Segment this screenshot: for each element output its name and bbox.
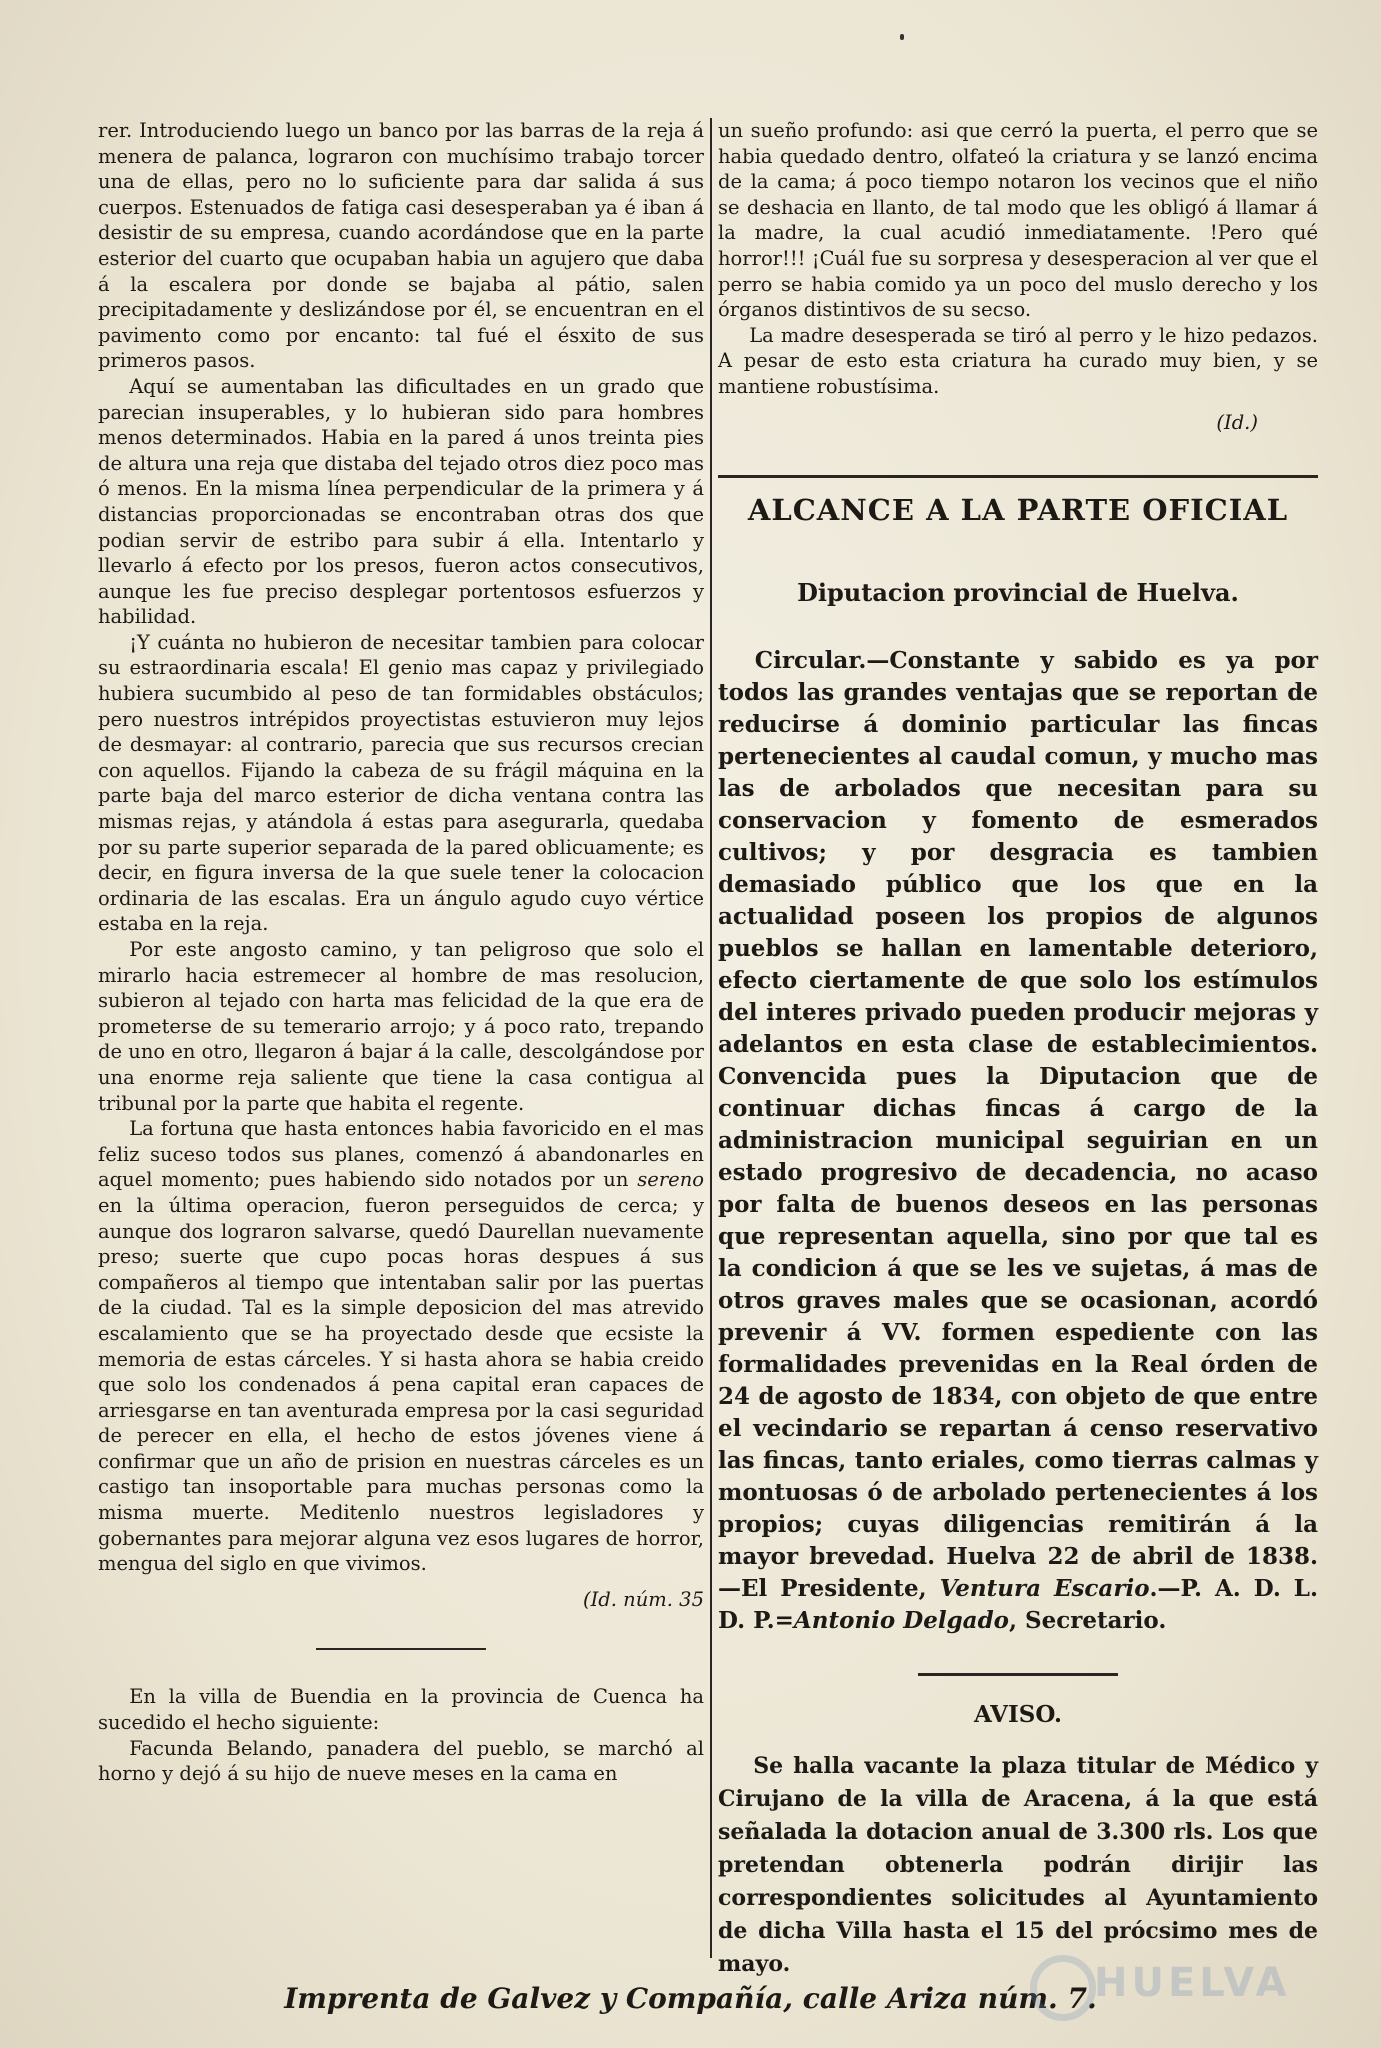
watermark-text: HUELVA (1094, 1960, 1291, 2006)
column-divider (710, 118, 712, 1958)
left-paragraph-7: Facunda Belando, panadera del pueblo, se marchó al horno y dejó á su hijo de nueve meses en la cama en (98, 1736, 704, 1786)
printer-footer: Imprenta de Galvez y Compañía, calle Ariza núm. 7. (284, 1982, 1097, 2015)
right-paragraph-1: un sueño profundo: asi que cerró la puerta, el perro que se habia quedado dentro, olfateó la criatura y se lanzó encima de la cama; á poco tiempo notaron los vecinos que el niño se deshacia en llanto, de tal modo que les obligó á llamar á la madre, la cual acudió inmediatamente. !Pero qué horror!!! ¡Cuál fue su sorpresa y desesperacion al ver que el perro se habia comido ya un poco del muslo derecho y los órganos distintivos de su secso. (718, 119, 1318, 322)
circular-paragraph (718, 645, 1318, 1637)
left-p5-a: La fortuna que hasta entonces habia favoricido en el mas feliz suceso todos sus planes, comenzó á abandonarles en aquel momento; pues habiendo sido notados por un (98, 1117, 704, 1192)
aviso-title: AVISO. (973, 1701, 1063, 1729)
aviso-paragraph: Se halla vacante la plaza titular de Médico y Cirujano de la villa de Aracena, á la que está señalada la dotacion anual de 3.300 rls. Los que pretendan obtenerla podrán dirijir las correspondientes solicitudes al Ayuntamiento de dicha Villa hasta el 15 del prócsimo mes de mayo. (718, 1752, 1318, 1977)
right-source-signature: (Id.) (1216, 410, 1258, 434)
section-subtitle: Diputacion provincial de Huelva. (797, 577, 1239, 607)
left-p5-italic: sereno (637, 1168, 704, 1192)
left-column (98, 118, 704, 1787)
circular-name-secretary: Antonio Delgado (793, 1607, 1009, 1635)
left-source-signature: (Id. núm. 35 (582, 1587, 704, 1611)
right-column (718, 118, 1318, 1981)
circular-text-2: .—P. A. D. L. D. P.= (718, 1575, 1318, 1635)
section-title: ALCANCE A LA PARTE OFICIAL (747, 493, 1289, 528)
watermark-logo-icon (1030, 1955, 1096, 2021)
ink-mark (900, 34, 904, 40)
left-paragraph-4: Por este angosto camino, y tan peligroso que solo el mirarlo hacia estremecer al hombre de mas resolucion, subieron al tejado con harta mas felicidad de la que era de prometerse de su temerario arrojo; y á poco rato, trepando de uno en otro, llegaron á bajar á la calle, descolgándose por una enorme reja saliente que tiene la casa contigua al tribunal por la parte que habita el regente. (98, 938, 704, 1115)
left-p5-b: en la última operacion, fueron perseguidos de cerca; y aunque dos lograron salvarse, quedó Daurellan nuevamente preso; suerte que cupo pocas horas despues á sus compañeros al tiempo que intentaban salir por las puertas de la ciudad. Tal es la simple deposicion del mas atrevido escalamiento que se ha proyectado desde que ecsiste la memoria de estas cárceles. Y si hasta ahora se habia creido que solo los condenados á pena capital eran capaces de arriesgarse en tan aventurada empresa por la casi seguridad de perecer en ella, el hecho de estos jóvenes viene á confirmar que un año de prision en nuestras cárceles es un castigo tan insoportable para muchas personas como la misma muerte. Meditenlo nuestros legisladores y gobernantes para mejorar alguna vez esos lugares de horror, mengua del siglo en que vivimos. (98, 1193, 704, 1576)
left-paragraph-6: En la villa de Buendia en la provincia de Cuenca ha sucedido el hecho siguiente: (98, 1685, 704, 1735)
left-paragraph-5 (98, 1116, 704, 1577)
circular-text-3: , Secretario. (1009, 1607, 1167, 1635)
circular-text: Circular.—Constante y sabido es ya por todos las grandes ventajas que se reportan de reducirse á dominio particular las fincas pertenecientes al caudal comun, y mucho mas las de arbolados que necesitan para su conservacion y fomento de esmerados cultivos; y por desgracia es tambien demasiado público que los que en la actualidad poseen los propios de algunos pueblos se hallan en lamentable deterioro, efecto ciertamente de que solo los estímulos del interes privado pueden producir mejoras y adelantos en esta clase de establecimientos. Convencida pues la Diputacion que de continuar dichas fincas á cargo de la administracion municipal seguirian en un estado progresivo de decadencia, no acaso por falta de buenos deseos en las personas que representan aquella, sino por que tal es la condicion á que se les ve sujetas, á mas de otros graves males que se ocasionan, acordó prevenir á VV. formen espediente con las formalidades prevenidas en la Real órden de 24 de agosto de 1834, con objeto de que entre el vecindario se repartan á censo reservativo las fincas, tanto eriales, como tierras calmas y montuosas ó de arbolado pertenecientes á los propios; cuyas diligencias remitirán á la mayor brevedad. Huelva 22 de abril de 1838.—El Presidente, (718, 647, 1318, 1603)
left-divider-rule (316, 1648, 486, 1650)
left-paragraph-2: Aquí se aumentaban las dificultades en un grado que parecian insuperables, y lo hubieran sido para hombres menos determinados. Habia en la pared á unos treinta pies de altura una reja que distaba del tejado otros diez poco mas ó menos. En la misma línea perpendicular de la primera y á distancias proporcionadas se encontraban otras dos que podian servir de estribo para subir á ella. Intentarlo y llevarlo á efecto por los presos, fueron actos consecutivos, aunque les fue preciso desplegar portentosos esfuerzos y habilidad. (98, 374, 704, 629)
right-paragraph-2: La madre desesperada se tiró al perro y le hizo pedazos. A pesar de esto esta criatura ha curado muy bien, y se mantiene robustísima. (718, 323, 1318, 398)
aviso-divider-rule (918, 1673, 1118, 1676)
section-rule (718, 475, 1318, 478)
circular-name-president: Ventura Escario (939, 1575, 1150, 1603)
left-paragraph-1: rer. Introduciendo luego un banco por las barras de la reja á menera de palanca, lograron con muchísimo trabajo torcer una de ellas, pero no lo suficiente para dar salida á sus cuerpos. Estenuados de fatiga casi desesperaban ya é iban á desistir de su empresa, cuando acordándose que en la parte esterior del cuarto que ocupaban habia un agujero que daba á la escalera por donde se bajaba al pátio, salen precipitadamente y deslizándose por él, se encuentran en el pavimento como por encanto: tal fué el ésxito de sus primeros pasos. (98, 119, 704, 373)
left-paragraph-3: ¡Y cuánta no hubieron de necesitar tambien para colocar su estraordinaria escala! El genio mas capaz y privilegiado hubiera sucumbido al peso de tan formidables obstáculos; pero nuestros intrépidos proyectistas estuvieron muy lejos de desmayar: al contrario, parecia que sus recursos crecian con aquellos. Fijando la cabeza de su frágil máquina en la parte baja del marco esterior de dicha ventana contra las mismas rejas, y atándola á estas para asegurarla, quedaba por su parte superior separada de la pared oblicuamente; es decir, en figura inversa de la que suele tener la colocacion ordinaria de las escalas. Era un ángulo agudo cuyo vértice estaba en la reja. (98, 630, 704, 936)
